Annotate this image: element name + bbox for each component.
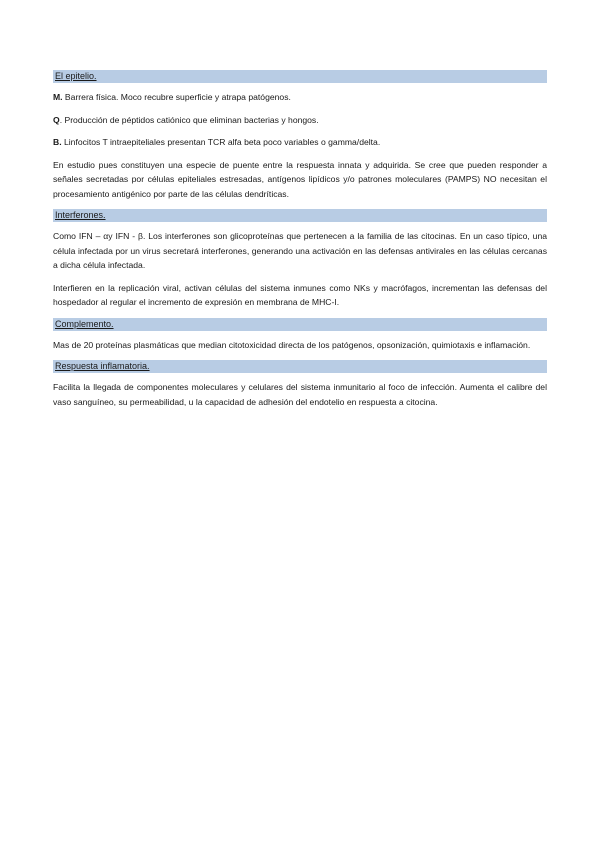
section-heading-interferones: Interferones. [53,209,547,222]
epitelio-paragraph: En estudio pues constituyen una especie de puente entre la respuesta innata y adquirida. Se cree que pueden responder a señales secretadas por células epiteliales estresadas, antígenos lipídicos y/o patrones moleculares (PAMPS) NO necesitan el procesamiento antigénico por parte de las células dendríticas. [53,159,547,199]
epitelio-item-q [53,113,547,128]
item-label: M. [53,92,63,102]
interferones-paragraph-1: Como IFN – αy IFN - β. Los interferones son glicoproteínas que pertenecen a la familia de las citocinas. En un caso típico, una célula infectada por un virus secretará interferones, generando una activación en las defensas antivirales en las células cercanas a dicha célula infectada. [53,231,547,270]
epitelio-item-b [53,135,547,150]
item-text: Linfocitos T intraepiteliales presentan TCR alfa beta poco variables o gamma/delta. [61,137,381,147]
complemento-paragraph: Mas de 20 proteínas plasmáticas que median citotoxicidad directa de los patógenos, opsonización, quimiotaxis e inflamación. [53,339,531,350]
document-page [53,70,547,417]
item-text: Barrera física. Moco recubre superficie y atrapa patógenos. [62,92,291,102]
section-heading-epitelio: El epitelio. [53,70,547,83]
item-label: Q [53,114,60,125]
item-text: . Producción de péptidos catiónico que eliminan bacterias y hongos. [59,114,319,125]
epitelio-item-m [53,90,547,105]
section-heading-complemento: Complemento. [53,318,547,331]
item-label: B. [53,137,62,147]
interferones-paragraph-2: Interfieren en la replicación viral, activan células del sistema inmunes como NKs y macrófagos, incrementan las defensas del hospedador al regular el incremento de expresión en membrana de MHC-I. [53,282,547,307]
inflamatoria-paragraph: Facilita la llegada de componentes moleculares y celulares del sistema inmunitario al foco de infección. Aumenta el calibre del vaso sanguíneo, su permeabilidad, u la capacidad de adhesión del endotelio en respuesta a citocina. [53,382,547,407]
section-heading-inflamatoria: Respuesta inflamatoria. [53,360,547,373]
